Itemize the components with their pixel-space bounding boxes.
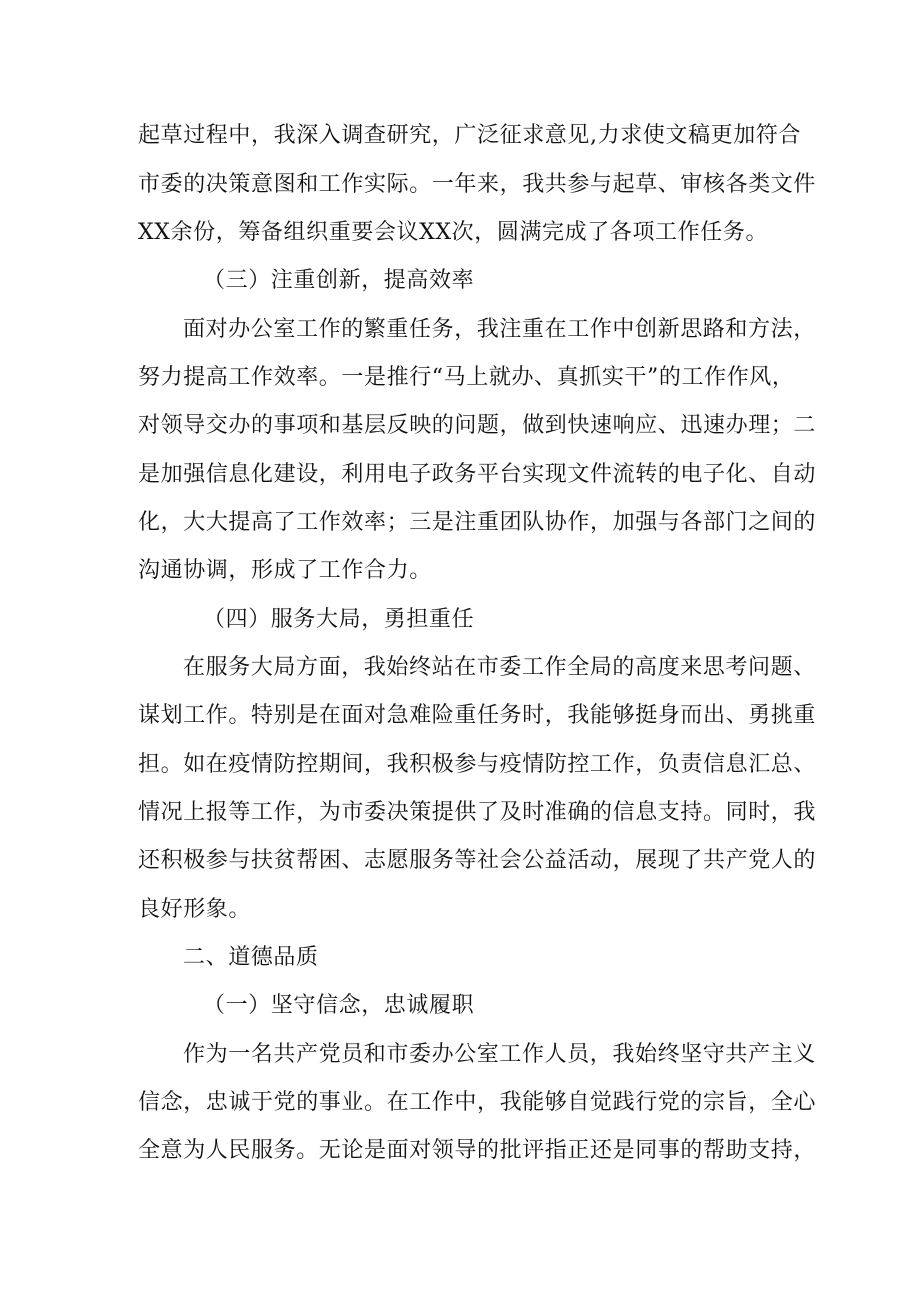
body-text-line: 全意为人民服务。无论是面对领导的批评指正还是同事的帮助支持， xyxy=(138,1138,817,1163)
body-text-line: 化，大大提高了工作效率；三是注重团队协作，加强与各部门之间的 xyxy=(138,510,817,535)
body-text-line: 良好形象。 xyxy=(138,897,252,922)
body-text-line: 努力提高工作效率。一是推行“马上就办、真抓实干”的工作作风， xyxy=(138,365,795,390)
body-text-line: 还积极参与扶贫帮困、志愿服务等社会公益活动，展现了共产党人的 xyxy=(138,848,817,873)
subsection-heading: （一）坚守信念，忠诚履职 xyxy=(203,993,475,1018)
body-text-line: 起草过程中，我深入调查研究，广泛征求意见,力求使文稿更加符合 xyxy=(138,123,801,148)
body-text-line: 市委的决策意图和工作实际。一年来，我共参与起草、审核各类文件 xyxy=(138,172,817,197)
body-text-line: 担。如在疫情防控期间，我积极参与疫情防控工作，负责信息汇总、 xyxy=(138,752,817,777)
body-text-line: XX余份，筹备组织重要会议XX次，圆满完成了各项工作任务。 xyxy=(138,220,769,245)
body-text-line: 沟通协调，形成了工作合力。 xyxy=(138,558,432,583)
body-text-line: 在服务大局方面，我始终站在市委工作全局的高度来思考问题、 xyxy=(183,655,816,680)
body-text-line: 情况上报等工作，为市委决策提供了及时准确的信息支持。同时，我 xyxy=(138,800,817,825)
body-text-line: 面对办公室工作的繁重任务，我注重在工作中创新思路和方法， xyxy=(183,317,816,342)
body-text-line: 谋划工作。特别是在面对急难险重任务时，我能够挺身而出、勇挑重 xyxy=(138,703,817,728)
subsection-heading: （四）服务大局，勇担重任 xyxy=(203,607,475,632)
subsection-heading: （三）注重创新，提高效率 xyxy=(203,268,475,293)
body-text-line: 作为一名共产党员和市委办公室工作人员，我始终坚守共产主义 xyxy=(183,1042,816,1067)
body-text-line: 是加强信息化建设，利用电子政务平台实现文件流转的电子化、自动 xyxy=(138,462,817,487)
section-heading: 二、道德品质 xyxy=(183,945,319,970)
body-text-line: 对领导交办的事项和基层反映的问题，做到快速响应、迅速办理；二 xyxy=(138,413,817,438)
body-text-line: 信念，忠诚于党的事业。在工作中，我能够自觉践行党的宗旨，全心 xyxy=(138,1090,817,1115)
